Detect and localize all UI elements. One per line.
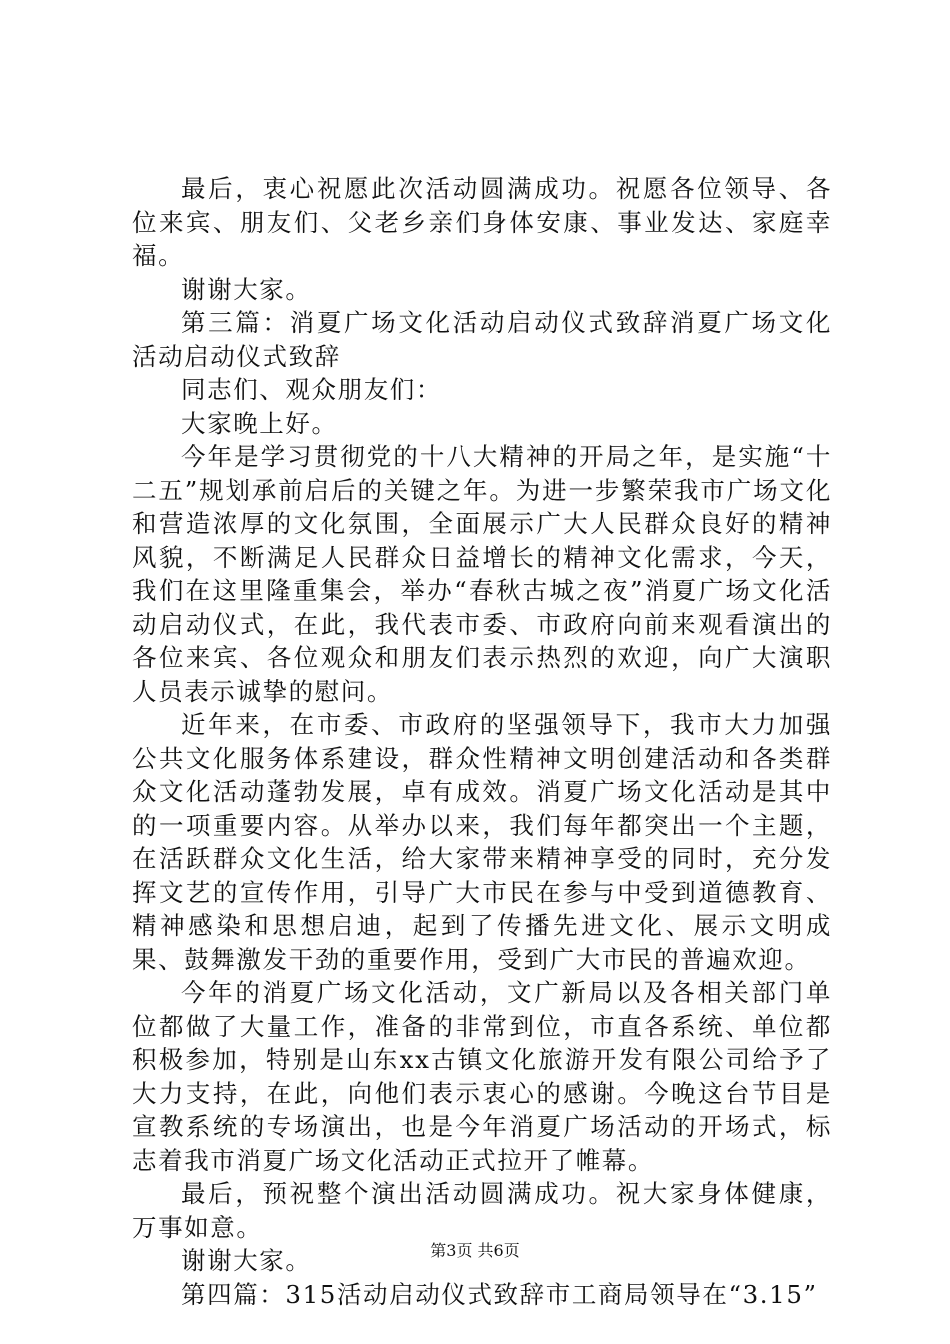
section-heading-part-three: 第三篇：消夏广场文化活动启动仪式致辞消夏广场文化活动启动仪式致辞 [132,308,832,371]
page-number-footer: 第3页 共6页 [430,1241,520,1260]
paragraph-thanks: 谢谢大家。 [181,274,312,304]
paragraph-greeting: 大家晚上好。 [181,408,338,438]
paragraph-thanks-2: 谢谢大家。 [181,1246,312,1275]
paragraph-opening-remarks: 今年是学习贯彻党的十八大精神的开局之年，是实施“十二五”规划承前启后的关键之年。为进一步繁荣我市广场文化和营造浓厚的文化氛围，全面展示广大人民群众良好的精神风貌，不断满足人民群众日益增长的精神文化需求，今天，我们在这里隆重集会，举办“春秋古城之夜”消夏广场文化活动启动仪式，在此，我代表市委、市政府向前来观看演出的各位来宾、各位观众和朋友们表示热烈的欢迎，向广大演职人员表示诚挚的慰问。 [132,442,832,706]
paragraph-this-year: 今年的消夏广场文化活动，文广新局以及各相关部门单位都做了大量工作，准备的非常到位，市直各系统、单位都积极参加，特别是山东xx古镇文化旅游开发有限公司给予了大力支持，在此，向他们表示衷心的感谢。今晚这台节目是宣教系统的专场演出，也是今年消夏广场活动的开场式，标志着我市消夏广场文化活动正式拉开了帷幕。 [132,978,832,1175]
document-body [132,172,832,1311]
paragraph-final-wishes: 最后，预祝整个演出活动圆满成功。祝大家身体健康，万事如意。 [132,1179,832,1242]
paragraph-closing-wishes: 最后，衷心祝愿此次活动圆满成功。祝愿各位领导、各位来宾、朋友们、父老乡亲们身体安康、事业发达、家庭幸福。 [132,174,832,270]
paragraph-salutation: 同志们、观众朋友们： [181,375,442,404]
paragraph-recent-years: 近年来，在市委、市政府的坚强领导下，我市大力加强公共文化服务体系建设，群众性精神文明创建活动和各类群众文化活动蓬勃发展，卓有成效。消夏广场文化活动是其中的一项重要内容。从举办以来，我们每年都突出一个主题，在活跃群众文化生活，给大家带来精神享受的同时，充分发挥文艺的宣传作用，引导广大市民在参与中受到道德教育、精神感染和思想启迪，起到了传播先进文化、展示文明成果、鼓舞激发干劲的重要作用，受到广大市民的普遍欢迎。 [132,710,832,974]
section-heading-part-four: 第四篇：315活动启动仪式致辞市工商局领导在“3.15” [181,1279,818,1309]
